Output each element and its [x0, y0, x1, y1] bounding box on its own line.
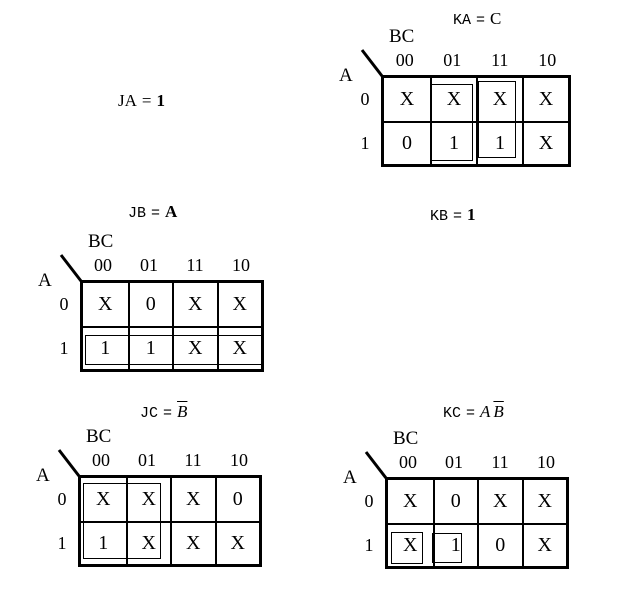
- equation-kb-rhs: 1: [467, 205, 476, 224]
- equation-jc-lhs: JC: [140, 405, 159, 422]
- kmap-cell: 0: [477, 523, 522, 566]
- col-header: 10: [230, 450, 248, 470]
- col-header: 11: [186, 255, 204, 275]
- kmap-jc-group-box: [83, 483, 161, 559]
- equation-kc-equals: =: [466, 405, 476, 422]
- equation-jc-equals: =: [163, 405, 173, 422]
- kmap-kc-column-headers: [385, 452, 569, 473]
- kmap-ka-group-box: [431, 84, 473, 161]
- kmap-kc-row-header-0: 0: [364, 491, 374, 511]
- kmap-cell: 1: [430, 121, 476, 164]
- col-header: 11: [184, 450, 202, 470]
- kmap-cell: 1: [81, 521, 126, 564]
- kmap-kc-group-box: [391, 532, 423, 564]
- equation-kb-lhs: KB: [430, 208, 449, 225]
- kmap-cell: X: [430, 78, 476, 121]
- kmap-kc-corner-var-label: BC: [393, 428, 419, 449]
- kmap-cell: 0: [128, 283, 173, 326]
- kmap-cell: 1: [83, 326, 128, 369]
- kmap-jb-group-box: [85, 335, 262, 365]
- col-header: 01: [445, 452, 463, 472]
- equation-ja: [118, 91, 165, 111]
- kmap-jb-column-headers: [80, 255, 264, 276]
- equation-kb: [430, 205, 476, 225]
- kmap-cell: X: [126, 521, 171, 564]
- kmap-cell: 1: [476, 121, 522, 164]
- kmap-cell: 0: [433, 480, 478, 523]
- equation-jb: [128, 202, 177, 222]
- kmap-cell: X: [522, 480, 567, 523]
- kmap-cell: X: [170, 478, 215, 521]
- kmap-cell: X: [217, 326, 262, 369]
- equation-kc-rhs-b-overline: $\overline{B}$: [493, 402, 504, 421]
- kmap-ka-column-headers: [381, 50, 571, 71]
- kmap-jb-row-header-1: 1: [59, 338, 69, 358]
- col-header: 00: [395, 50, 414, 70]
- kmap-kc-group-box: [432, 533, 462, 563]
- kmap-ka-row-header-1: 1: [360, 133, 370, 153]
- kmap-jc-row-header-1: 1: [57, 533, 67, 553]
- equation-ka-rhs: C: [490, 9, 502, 28]
- kmap-ka-grid: [381, 75, 571, 167]
- kmap-cell: X: [126, 478, 171, 521]
- kmap-ka-row-header-0: 0: [360, 89, 370, 109]
- kmap-jc-row-var-label: A: [36, 465, 50, 486]
- kmap-cell: X: [215, 521, 260, 564]
- equation-jb-lhs: JB: [128, 205, 147, 222]
- col-header: 00: [94, 255, 112, 275]
- kmap-cell: 0: [215, 478, 260, 521]
- kmap-jb-corner-var-label: BC: [88, 231, 114, 252]
- equation-ja-rhs: 1: [156, 91, 165, 110]
- equation-ka: [453, 9, 501, 29]
- equation-kc-lhs: KC: [443, 405, 462, 422]
- kmap-cell: X: [403, 490, 418, 512]
- kmap-cell: X: [96, 488, 111, 510]
- kmap-cell: X: [170, 521, 215, 564]
- col-header: 01: [443, 50, 462, 70]
- kmap-cell: X: [476, 78, 522, 121]
- kmap-kc-row-var-label: A: [343, 467, 357, 488]
- col-header: 00: [92, 450, 110, 470]
- kmap-cell: X: [388, 523, 433, 566]
- kmap-ka-group-box: [478, 81, 516, 158]
- col-header: 01: [140, 255, 158, 275]
- kmap-jb-row-var-label: A: [38, 270, 52, 291]
- equation-jb-equals: =: [151, 205, 161, 222]
- kmap-cell: X: [98, 293, 113, 315]
- equation-jc: [140, 402, 187, 422]
- col-header: 01: [138, 450, 156, 470]
- equation-ja-equals: =: [141, 91, 152, 110]
- col-header: 00: [399, 452, 417, 472]
- col-header: 10: [537, 452, 555, 472]
- kmap-cell: 1: [128, 326, 173, 369]
- kmap-cell: 0: [384, 121, 430, 164]
- col-header: 10: [232, 255, 250, 275]
- kmap-cell: X: [522, 523, 567, 566]
- kmap-jc-corner-var-label: BC: [86, 426, 112, 447]
- kmap-jb-row-header-0: 0: [59, 294, 69, 314]
- equation-kb-equals: =: [453, 208, 463, 225]
- col-header: 11: [491, 50, 509, 70]
- equation-kc-rhs-a: A: [480, 402, 491, 421]
- equation-jb-rhs: A: [165, 202, 178, 221]
- equation-kc: [443, 402, 504, 422]
- kmap-jc-column-headers: [78, 450, 262, 471]
- kmap-cell: X: [522, 121, 568, 164]
- kmap-cell: 1: [433, 523, 478, 566]
- equation-ka-equals: =: [476, 12, 486, 29]
- kmap-cell: X: [522, 78, 568, 121]
- col-header: 11: [491, 452, 509, 472]
- kmap-cell: X: [172, 326, 217, 369]
- equation-ka-lhs: KA: [453, 12, 472, 29]
- kmap-ka-corner-var-label: BC: [389, 26, 415, 47]
- kmap-kc-row-header-1: 1: [364, 535, 374, 555]
- col-header: 10: [538, 50, 557, 70]
- kmap-cell: X: [399, 88, 415, 110]
- kmap-cell: X: [217, 283, 262, 326]
- kmap-cell: X: [477, 480, 522, 523]
- equation-ja-lhs: JA: [118, 91, 137, 110]
- kmap-jc-row-header-0: 0: [57, 489, 67, 509]
- kmap-cell: X: [172, 283, 217, 326]
- kmap-ka-row-var-label: A: [339, 65, 353, 86]
- equation-jc-rhs-overline: $\overline{B}$: [177, 402, 188, 421]
